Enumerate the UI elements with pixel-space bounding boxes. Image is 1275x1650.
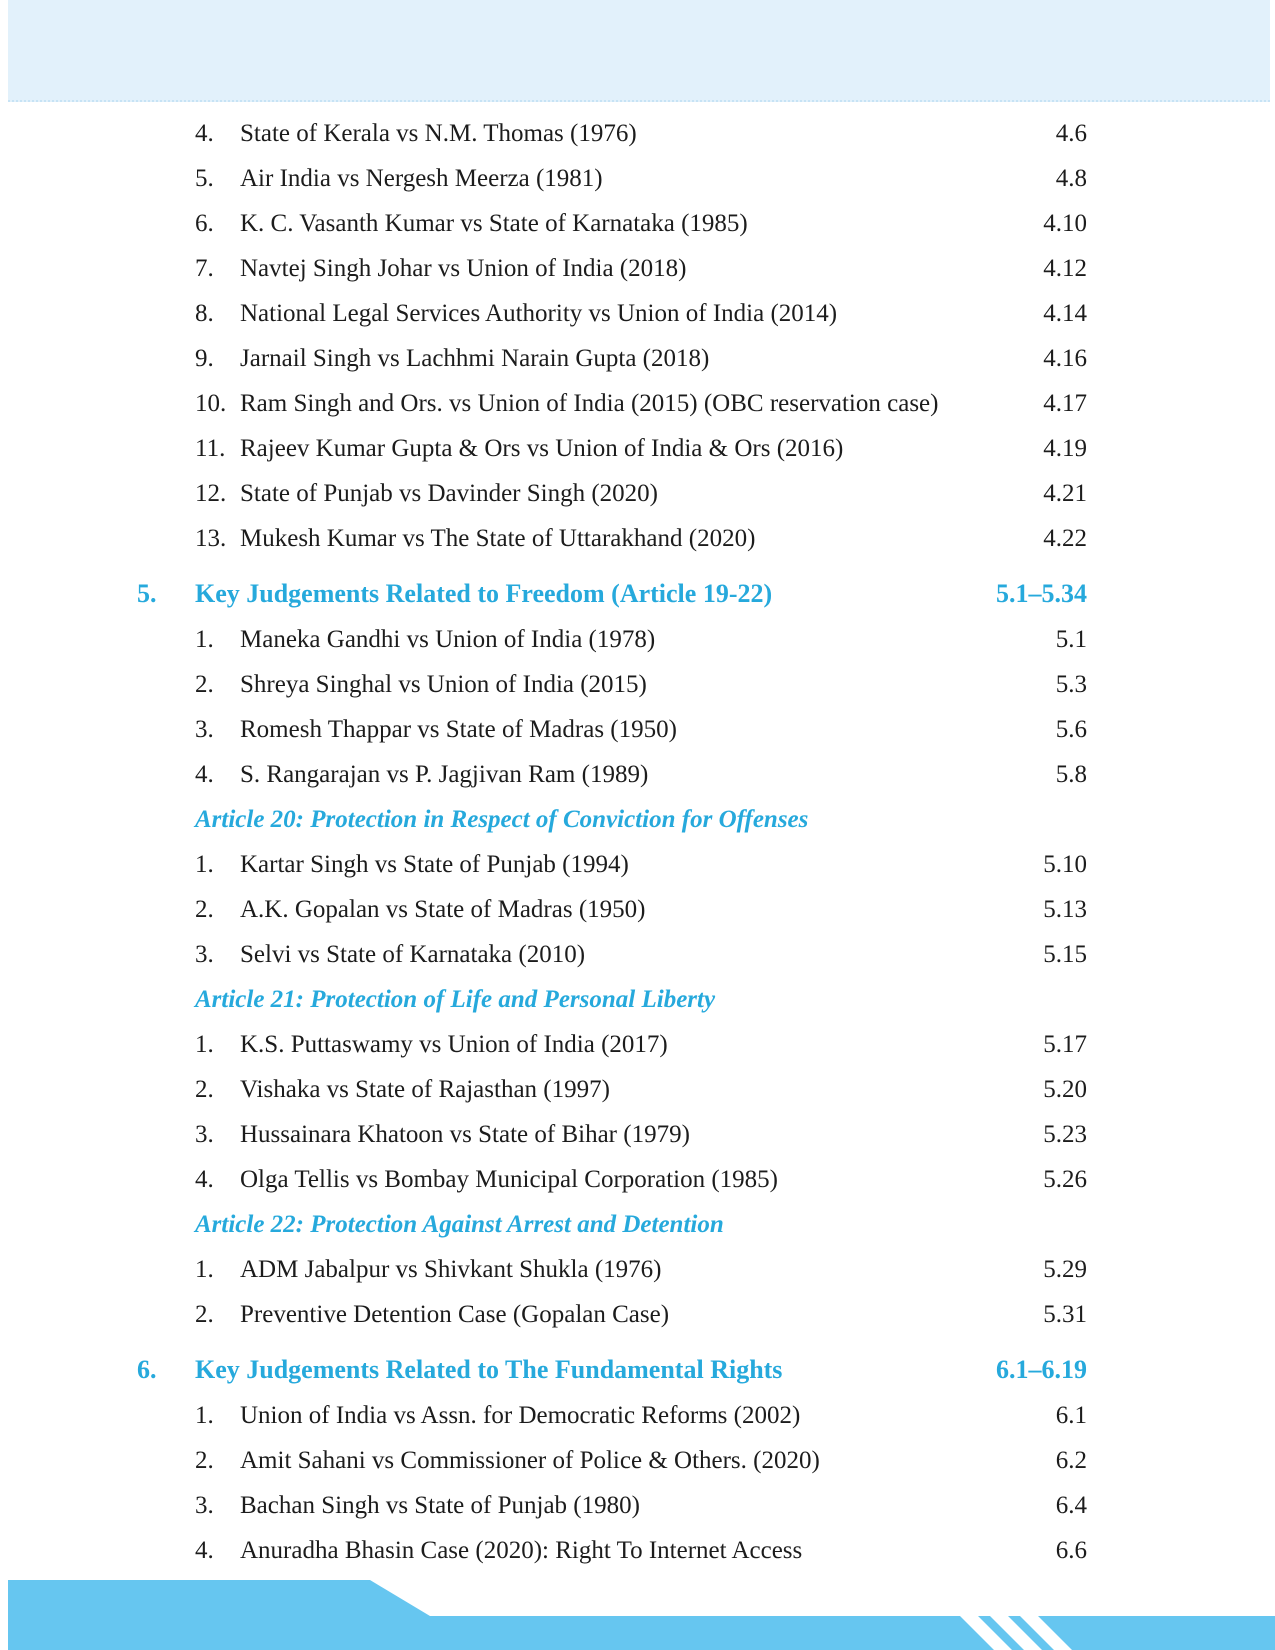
subheading-article-22 [0,1205,1275,1250]
entry-page: 4.16 [1043,345,1087,372]
toc-entry[interactable] [0,384,1275,429]
entry-page: 4.14 [1043,300,1087,327]
entry-number: 4. [195,120,214,147]
entry-page: 5.31 [1043,1301,1087,1328]
entry-title: S. Rangarajan vs P. Jagjivan Ram (1989) [240,761,649,788]
entry-number: 8. [195,300,214,327]
entry-number: 7. [195,255,214,282]
subheading-label: Article 20: Protection in Respect of Conviction for Offenses [195,806,809,833]
footer-wave-shape [8,1580,1275,1650]
entry-page: 4.12 [1043,255,1087,282]
toc-entry[interactable] [0,294,1275,339]
entry-number: 6. [195,210,214,237]
entry-title: Romesh Thappar vs State of Madras (1950) [240,716,677,743]
entry-number: 4. [195,1537,214,1564]
entry-number: 1. [195,1256,214,1283]
section-number: 6. [137,1355,157,1384]
toc-entry[interactable] [0,1025,1275,1070]
entry-title: Olga Tellis vs Bombay Municipal Corporation (1985) [240,1166,779,1193]
entry-number: 13. [195,525,227,552]
toc-entry[interactable] [0,1396,1275,1441]
entry-page: 5.26 [1043,1166,1087,1193]
toc-entry[interactable] [0,935,1275,980]
entry-title: K.S. Puttaswamy vs Union of India (2017) [240,1031,668,1058]
entry-number: 10. [195,390,227,417]
section-heading-6[interactable] [0,1351,1275,1396]
entry-number: 2. [195,1301,214,1328]
entry-title: Maneka Gandhi vs Union of India (1978) [240,626,656,653]
subheading-article-20 [0,800,1275,845]
entry-number: 3. [195,1121,214,1148]
section-number: 5. [137,579,157,608]
entry-page: 5.23 [1043,1121,1087,1148]
entry-title: Air India vs Nergesh Meerza (1981) [240,165,603,192]
toc-entry[interactable] [0,474,1275,519]
toc-entry[interactable] [0,339,1275,384]
entry-page: 5.10 [1043,851,1087,878]
header-band [8,0,1270,102]
entry-title: Mukesh Kumar vs The State of Uttarakhand (2020) [240,525,756,552]
entry-page: 4.17 [1043,390,1087,417]
toc-entry[interactable] [0,620,1275,665]
entry-number: 1. [195,1031,214,1058]
entry-number: 2. [195,896,214,923]
entry-page: 4.21 [1043,480,1087,507]
toc-entry[interactable] [0,1115,1275,1160]
entry-page: 4.19 [1043,435,1087,462]
toc-entry[interactable] [0,519,1275,564]
entry-page: 6.2 [1055,1447,1087,1474]
entry-page: 6.4 [1055,1492,1087,1519]
toc-entry[interactable] [0,114,1275,159]
entry-number: 3. [195,1492,214,1519]
entry-page: 5.3 [1055,671,1087,698]
entry-title: Hussainara Khatoon vs State of Bihar (1979) [240,1121,690,1148]
section-title: Key Judgements Related to Freedom (Article 19-22) [195,579,773,608]
entry-title: Preventive Detention Case (Gopalan Case) [240,1301,670,1328]
section-title: Key Judgements Related to The Fundamental Rights [195,1355,783,1384]
entry-page: 5.20 [1043,1076,1087,1103]
toc-entry[interactable] [0,665,1275,710]
toc-entry[interactable] [0,159,1275,204]
entry-title: K. C. Vasanth Kumar vs State of Karnataka (1985) [240,210,748,237]
entry-title: Bachan Singh vs State of Punjab (1980) [240,1492,640,1519]
subheading-article-21 [0,980,1275,1025]
entry-title: State of Kerala vs N.M. Thomas (1976) [240,120,637,147]
entry-title: National Legal Services Authority vs Union of India (2014) [240,300,838,327]
toc-entry[interactable] [0,890,1275,935]
toc-entry[interactable] [0,1250,1275,1295]
toc-entry[interactable] [0,755,1275,800]
toc-entry[interactable] [0,429,1275,474]
toc-entry[interactable] [0,1070,1275,1115]
entry-title: Anuradha Bhasin Case (2020): Right To Internet Access [240,1537,803,1564]
entry-page: 6.1 [1055,1402,1087,1429]
entry-title: Union of India vs Assn. for Democratic Reforms (2002) [240,1402,801,1429]
entry-title: Rajeev Kumar Gupta & Ors vs Union of India & Ors (2016) [240,435,844,462]
entry-number: 4. [195,761,214,788]
entry-title: Jarnail Singh vs Lachhmi Narain Gupta (2018) [240,345,710,372]
entry-page: 5.17 [1043,1031,1087,1058]
entry-page: 5.15 [1043,941,1087,968]
entry-title: Amit Sahani vs Commissioner of Police & Others. (2020) [240,1447,820,1474]
entry-number: 3. [195,716,214,743]
entry-number: 4. [195,1166,214,1193]
entry-page: 5.1 [1055,626,1087,653]
entry-page: 4.8 [1055,165,1087,192]
entry-title: Navtej Singh Johar vs Union of India (2018) [240,255,687,282]
section-page-range: 6.1–6.19 [996,1355,1087,1384]
subheading-label: Article 22: Protection Against Arrest and Detention [195,1211,724,1238]
toc-entry[interactable] [0,1295,1275,1340]
subheading-label: Article 21: Protection of Life and Personal Liberty [195,986,716,1013]
entry-title: A.K. Gopalan vs State of Madras (1950) [240,896,646,923]
footer-band [0,1580,1275,1650]
entry-page: 5.29 [1043,1256,1087,1283]
entry-title: ADM Jabalpur vs Shivkant Shukla (1976) [240,1256,662,1283]
entry-title: State of Punjab vs Davinder Singh (2020) [240,480,659,507]
toc-entry[interactable] [0,710,1275,755]
entry-page: 6.6 [1055,1537,1087,1564]
toc-entry[interactable] [0,1486,1275,1531]
section-page-range: 5.1–5.34 [996,579,1087,608]
toc-entry[interactable] [0,1160,1275,1205]
entry-number: 12. [195,480,227,507]
entry-page: 4.22 [1043,525,1087,552]
entry-title: Vishaka vs State of Rajasthan (1997) [240,1076,610,1103]
entry-page: 4.6 [1055,120,1087,147]
table-of-contents [0,114,1275,1576]
entry-number: 3. [195,941,214,968]
entry-number: 9. [195,345,214,372]
entry-number: 1. [195,626,214,653]
entry-number: 2. [195,1447,214,1474]
entry-title: Kartar Singh vs State of Punjab (1994) [240,851,629,878]
entry-title: Shreya Singhal vs Union of India (2015) [240,671,647,698]
entry-page: 5.13 [1043,896,1087,923]
entry-page: 4.10 [1043,210,1087,237]
entry-number: 1. [195,851,214,878]
toc-entry[interactable] [0,1531,1275,1576]
entry-number: 2. [195,671,214,698]
entry-number: 2. [195,1076,214,1103]
entry-number: 5. [195,165,214,192]
entry-number: 1. [195,1402,214,1429]
entry-number: 11. [195,435,226,462]
entry-title: Selvi vs State of Karnataka (2010) [240,941,586,968]
toc-entry[interactable] [0,204,1275,249]
toc-entry[interactable] [0,845,1275,890]
entry-page: 5.8 [1055,761,1087,788]
entry-title: Ram Singh and Ors. vs Union of India (2015) (OBC reservation case) [240,390,939,417]
toc-entry[interactable] [0,249,1275,294]
toc-entry[interactable] [0,1441,1275,1486]
section-heading-5[interactable] [0,575,1275,620]
entry-page: 5.6 [1055,716,1087,743]
